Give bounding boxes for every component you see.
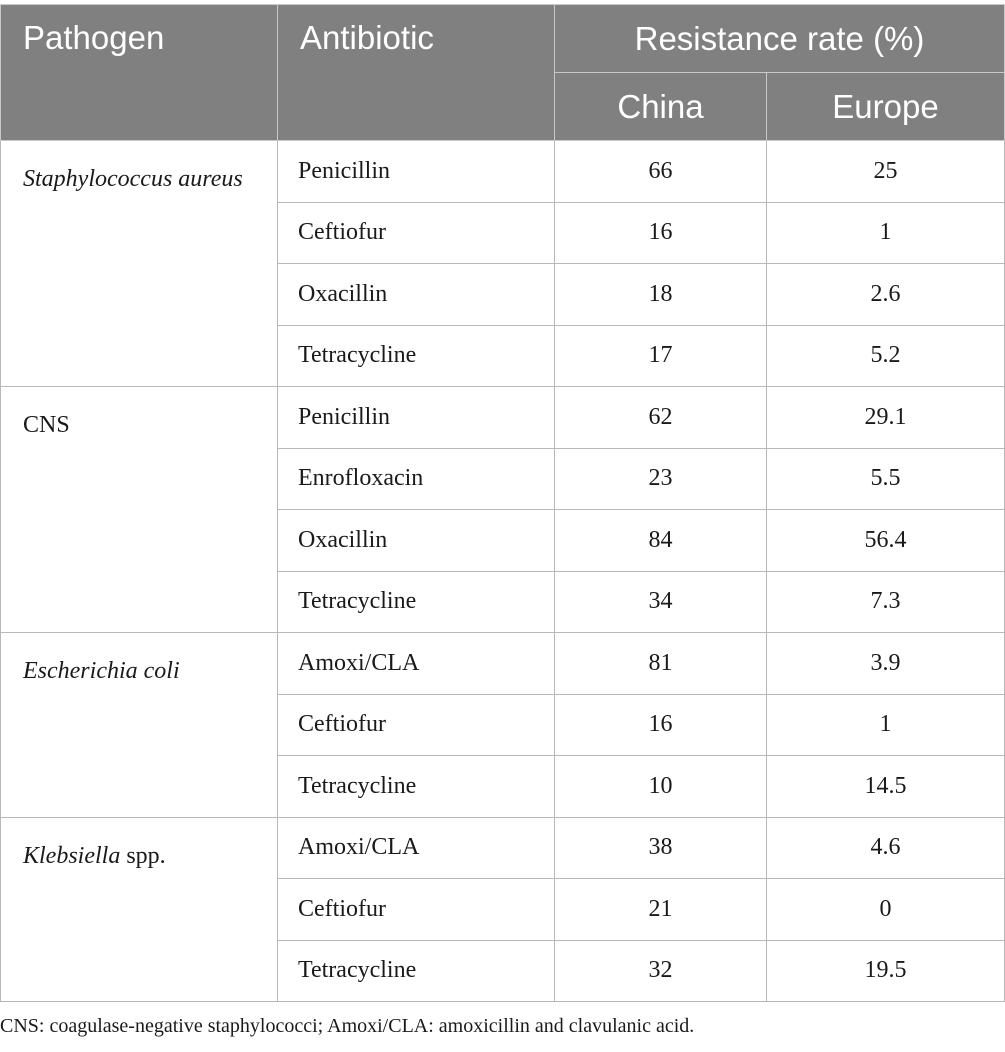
antibiotic-cell: Ceftiofur bbox=[278, 202, 555, 264]
europe-rate-cell: 25 bbox=[767, 141, 1005, 203]
europe-rate-cell: 0 bbox=[767, 879, 1005, 941]
europe-rate-cell: 3.9 bbox=[767, 633, 1005, 695]
pathogen-name-italic: Escherichia coli bbox=[23, 658, 180, 684]
china-rate-cell: 62 bbox=[555, 387, 767, 449]
table-body bbox=[1, 141, 1005, 1002]
header-europe: Europe bbox=[767, 73, 1005, 141]
europe-rate-cell: 4.6 bbox=[767, 817, 1005, 879]
china-rate-cell: 23 bbox=[555, 448, 767, 510]
europe-rate-cell: 1 bbox=[767, 694, 1005, 756]
europe-rate-cell: 2.6 bbox=[767, 264, 1005, 326]
antibiotic-cell: Tetracycline bbox=[278, 940, 555, 1002]
europe-rate-cell: 5.5 bbox=[767, 448, 1005, 510]
china-rate-cell: 34 bbox=[555, 571, 767, 633]
pathogen-cell bbox=[1, 387, 278, 633]
header-resistance-rate: Resistance rate (%) bbox=[555, 5, 1005, 73]
resistance-table bbox=[0, 4, 1005, 1002]
antibiotic-cell: Enrofloxacin bbox=[278, 448, 555, 510]
table-row bbox=[1, 633, 1005, 695]
china-rate-cell: 84 bbox=[555, 510, 767, 572]
china-rate-cell: 38 bbox=[555, 817, 767, 879]
europe-rate-cell: 14.5 bbox=[767, 756, 1005, 818]
pathogen-name-italic: Klebsiella bbox=[23, 842, 121, 869]
antibiotic-cell: Amoxi/CLA bbox=[278, 633, 555, 695]
china-rate-cell: 81 bbox=[555, 633, 767, 695]
header-antibiotic: Antibiotic bbox=[278, 5, 555, 141]
antibiotic-cell: Ceftiofur bbox=[278, 879, 555, 941]
china-rate-cell: 66 bbox=[555, 141, 767, 203]
europe-rate-cell: 19.5 bbox=[767, 940, 1005, 1002]
antibiotic-cell: Oxacillin bbox=[278, 264, 555, 326]
antibiotic-cell: Amoxi/CLA bbox=[278, 817, 555, 879]
antibiotic-cell: Tetracycline bbox=[278, 325, 555, 387]
antibiotic-cell: Oxacillin bbox=[278, 510, 555, 572]
table-row bbox=[1, 387, 1005, 449]
europe-rate-cell: 7.3 bbox=[767, 571, 1005, 633]
europe-rate-cell: 5.2 bbox=[767, 325, 1005, 387]
pathogen-cell bbox=[1, 817, 278, 1002]
europe-rate-cell: 56.4 bbox=[767, 510, 1005, 572]
pathogen-cell bbox=[1, 141, 278, 387]
china-rate-cell: 18 bbox=[555, 264, 767, 326]
pathogen-cell bbox=[1, 633, 278, 818]
antibiotic-cell: Tetracycline bbox=[278, 571, 555, 633]
china-rate-cell: 16 bbox=[555, 202, 767, 264]
china-rate-cell: 10 bbox=[555, 756, 767, 818]
europe-rate-cell: 29.1 bbox=[767, 387, 1005, 449]
pathogen-name-italic: Staphylococcus aureus bbox=[23, 166, 243, 192]
antibiotic-cell: Ceftiofur bbox=[278, 694, 555, 756]
table-row bbox=[1, 817, 1005, 879]
china-rate-cell: 17 bbox=[555, 325, 767, 387]
pathogen-name: spp. bbox=[120, 842, 166, 869]
table-header bbox=[1, 5, 1005, 141]
table-footnote: CNS: coagulase-negative staphylococci; Amoxi/CLA: amoxicillin and clavulanic acid. bbox=[0, 1015, 695, 1037]
europe-rate-cell: 1 bbox=[767, 202, 1005, 264]
china-rate-cell: 21 bbox=[555, 879, 767, 941]
pathogen-name: CNS bbox=[23, 412, 70, 438]
header-pathogen: Pathogen bbox=[1, 5, 278, 141]
antibiotic-cell: Tetracycline bbox=[278, 756, 555, 818]
china-rate-cell: 32 bbox=[555, 940, 767, 1002]
header-china: China bbox=[555, 73, 767, 141]
antibiotic-cell: Penicillin bbox=[278, 141, 555, 203]
antibiotic-cell: Penicillin bbox=[278, 387, 555, 449]
table-row bbox=[1, 141, 1005, 203]
china-rate-cell: 16 bbox=[555, 694, 767, 756]
